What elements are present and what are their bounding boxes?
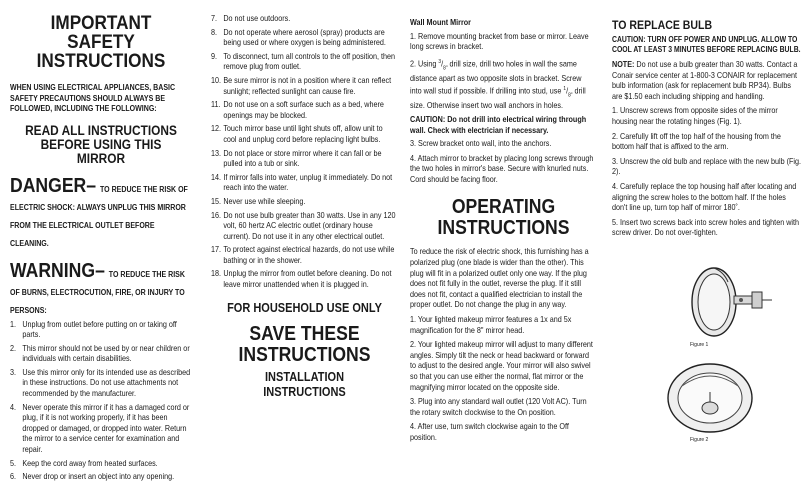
warning-text: TO REDUCE THE RISK OF BURNS, ELECTROCUTION, FIRE, OR INJURY TO PERSONS: <box>10 269 185 315</box>
list-item: 3. Use this mirror only for its intended use as described in these instructions. Do not use attachments not recommended by the manufacturer. <box>10 367 191 399</box>
figure-2-bulb-replacement <box>660 356 760 436</box>
list-item: 10. Be sure mirror is not in a position where it can reflect sunlight; reflected sunlight can cause fire. <box>211 75 392 96</box>
list-item: 9. To disconnect, turn all controls to the off position, then remove plug from outlet. <box>211 51 396 72</box>
column-installation-operating <box>404 0 600 456</box>
bulb-step-2: 2. Carefully lift off the top half of the housing from the bottom half that is affixed to the arm. <box>612 131 781 152</box>
figure-2-caption: Figure 2 <box>690 437 709 443</box>
list-item: 4. Never operate this mirror if it has a damaged cord or plug, if it is not working properly, if it has been dropped or damaged, or dropped into water. Return the mirror to a service center for examination and repair. <box>10 402 190 455</box>
danger-text: TO REDUCE THE RISK OF ELECTRIC SHOCK: ALWAYS UNPLUG THIS MIRROR FROM THE ELECTRICAL OUTLET BEFORE CLEANING. <box>10 184 188 248</box>
bulb-step-5: 5. Insert two screws back into screw holes and tighten with screw driver. Do not over-tighten. <box>612 217 800 238</box>
drill-caution: CAUTION: Do not drill into electrical wiring through wall. Check with electrician if necessary. <box>410 114 587 135</box>
save-instructions-heading: SAVE THESE INSTRUCTIONS <box>238 322 371 366</box>
operating-step-2: 2. Your lighted makeup mirror will adjust to many different angles. Simply tilt the neck or head backward or forward to adjust to the desired angle. Your mirror will also swivel so that you can use either the normal, flat mirror or the magnifying mirror located on the opposite side. <box>410 340 593 392</box>
warning-list-1 <box>10 320 193 483</box>
list-item: 12. Touch mirror base until light shuts off, allow unit to cool and unplug cord before replacing light bulbs. <box>211 124 383 144</box>
bulb-step-1: 1. Unscrew screws from opposite sides of the mirror housing near the rotating hinges (Fig. 1). <box>612 106 778 126</box>
list-item: 6. Never drop or insert an object into any opening. <box>10 472 175 482</box>
install-step-1: 1. Remove mounting bracket from base or mirror. Leave long screws in bracket. <box>410 31 589 52</box>
list-item: 16. Do not use bulb greater than 30 watts. Use in any 120 volt, 60 hertz AC electric outlet (ordinary house current). Do not use it in any other electrical outlet. <box>211 210 396 241</box>
figure-1-mirror-housing <box>684 262 774 340</box>
wall-mount-heading: Wall Mount Mirror <box>410 18 471 27</box>
list-item: 1. Unplug from outlet before putting on or taking off parts. <box>10 319 177 340</box>
replace-bulb-heading: TO REPLACE BULB <box>612 18 713 32</box>
operating-step-4: 4. After use, turn switch clockwise again to the Off position. <box>410 422 569 442</box>
column-safety <box>0 0 200 482</box>
bulb-caution: CAUTION: TURN OFF POWER AND UNPLUG. ALLOW TO COOL AT LEAST 3 MINUTES BEFORE REPLACING BULB. <box>612 35 801 54</box>
install-step-4: 4. Attach mirror to bracket by placing long screws through the two holes in mirror's base. Secure with knurled nuts. Cord should be facing floor. <box>410 153 594 184</box>
list-item: 2. This mirror should not be used by or near children or individuals with certain disabilities. <box>10 343 190 364</box>
danger-block: DANGER– TO REDUCE THE RISK OF ELECTRIC SHOCK: ALWAYS UNPLUG THIS MIRROR FROM THE ELECTRICAL OUTLET BEFORE CLEANING. <box>10 174 188 248</box>
list-item: 13. Do not place or store mirror where it can fall or be pulled into a tub or sink. <box>211 148 382 169</box>
list-item: 14. If mirror falls into water, unplug it immediately. Do not reach into the water. <box>211 172 393 193</box>
list-item: 11. Do not use on a soft surface such as a bed, where openings may be blocked. <box>211 100 384 120</box>
list-item: 18. Unplug the mirror from outlet before cleaning. Do not leave mirror unattended when it is plugged in. <box>211 269 392 290</box>
safety-title: IMPORTANT SAFETY INSTRUCTIONS <box>36 12 166 72</box>
read-all-heading: READ ALL INSTRUCTIONS BEFORE USING THIS MIRROR <box>25 122 177 166</box>
operating-intro: To reduce the risk of electric shock, this furnishing has a polarized plug (one blade is wider than the other). This plug will fit in a polarized outlet only one way. If the plug does not fit fully in the outlet, reverse the plug. If it still does not fit, contact a qualified electrician to install the proper outlet. Do not change the plug in any way. <box>410 247 589 310</box>
bulb-step-3: 3. Unscrew the old bulb and replace with the new bulb (Fig. 2). <box>612 156 802 177</box>
bulb-step-4: 4. Carefully replace the top housing half after locating and aligning the screw holes to the bottom half. If the holes don't line up, turn top half of mirror 180˚. <box>612 181 797 213</box>
figure-1-caption: Figure 1 <box>690 342 709 348</box>
install-step-2: 2. Using $^3/_{8"}$ drill size, drill two holes in wall the same distance apart as two opposite slots in bracket. Screw into wall stud if possible. If drilling into stud, use $^1/_{8"}$ drill size. Otherwise insert two wall anchors in holes. <box>410 58 586 111</box>
list-item: 17. To protect against electrical hazards, do not use while bathing or in the shower. <box>211 245 395 265</box>
operating-heading: OPERATING INSTRUCTIONS <box>437 196 570 240</box>
bulb-note: NOTE: Do not use a bulb greater than 30 watts. Contact a Conair service center at 1-800-3 CONAIR for replacement bulb information (ask for replacement bulb RP34). Bulbs are $1.50 each including shipping and handling. <box>612 60 798 101</box>
operating-step-1: 1. Your lighted makeup mirror features a 1x and 5x magnification for the 8" mirror head. <box>410 315 572 335</box>
safety-intro: WHEN USING ELECTRICAL APPLIANCES, BASIC SAFETY PRECAUTIONS SHOULD ALWAYS BE FOLLOWED, INCLUDING THE FOLLOWING: <box>10 83 176 113</box>
warning-list-2 <box>211 14 396 291</box>
list-item: 15. Never use while sleeping. <box>211 196 306 206</box>
operating-step-3: 3. Plug into any standard wall outlet (120 Volt AC). Turn the rotary switch clockwise to the On position. <box>410 397 587 417</box>
installation-heading: INSTALLATION INSTRUCTIONS <box>263 369 346 399</box>
list-item: 8. Do not operate where aerosol (spray) products are being used or where oxygen is being administered. <box>211 27 386 48</box>
household-use-heading: FOR HOUSEHOLD USE ONLY <box>227 300 382 315</box>
warning-word: WARNING <box>10 259 96 282</box>
warning-block: WARNING– TO REDUCE THE RISK OF BURNS, ELECTROCUTION, FIRE, OR INJURY TO PERSONS: <box>10 259 185 315</box>
install-step-3: 3. Screw bracket onto wall, into the anchors. <box>410 139 552 149</box>
danger-word: DANGER <box>10 174 87 197</box>
list-item: 7. Do not use outdoors. <box>211 14 291 23</box>
column-safety-continued <box>205 0 402 456</box>
list-item: 5. Keep the cord away from heated surfaces. <box>10 458 158 468</box>
